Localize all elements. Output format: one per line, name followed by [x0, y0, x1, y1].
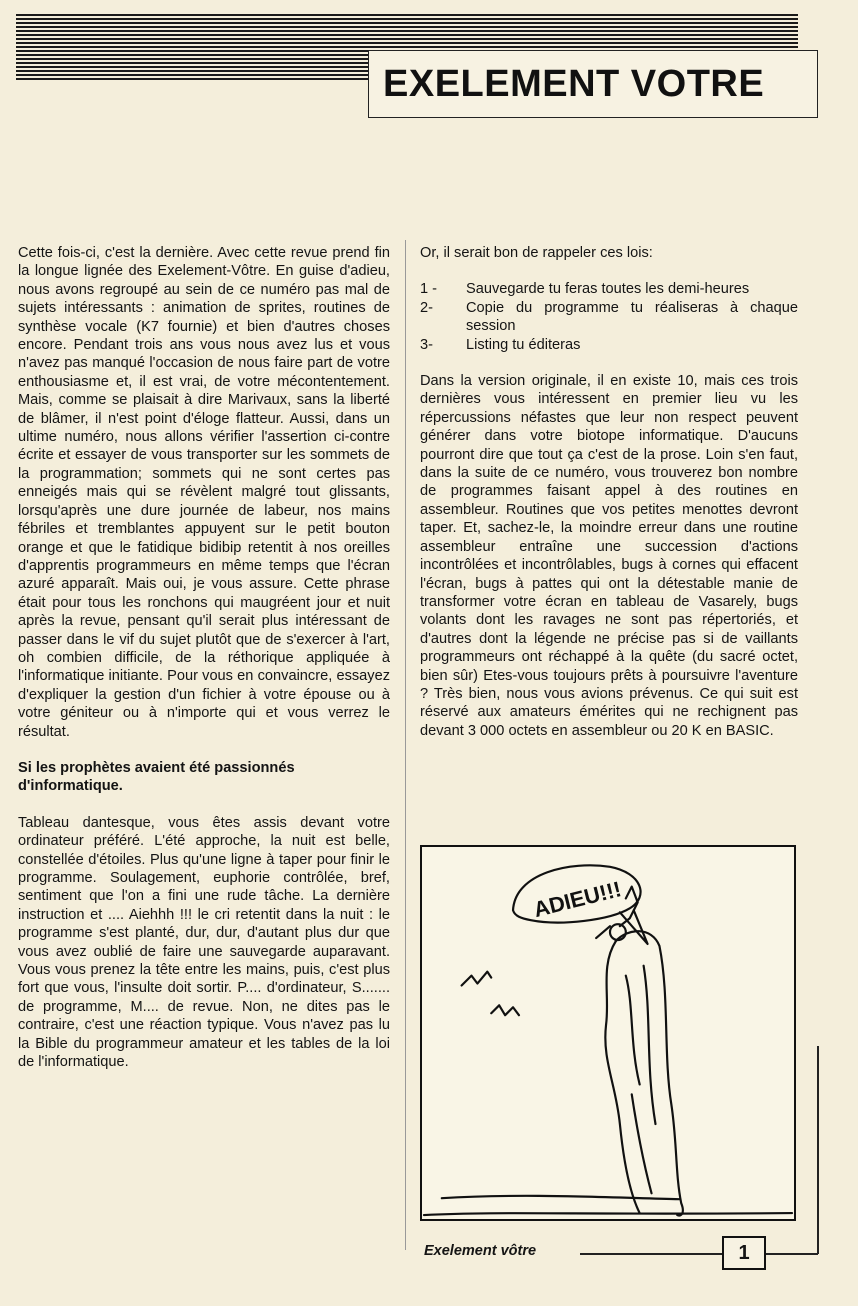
- rule-item: [420, 280, 798, 298]
- cartoon-drawing: [422, 847, 794, 1219]
- bird-icon: [491, 1005, 519, 1015]
- speech-text: ADIEU!!!: [531, 876, 624, 923]
- column-divider: [405, 240, 406, 1250]
- right-column: [420, 244, 798, 740]
- footer-rule: [580, 1253, 722, 1255]
- section-subheading: Si les prophètes avaient été passionnés d'informatique.: [18, 759, 295, 795]
- rule-item: [420, 299, 798, 336]
- cartoon-illustration: [420, 845, 796, 1221]
- footer-rule-right: [766, 1253, 818, 1255]
- margin-rule: [817, 1046, 819, 1254]
- rule-text: Copie du programme tu réaliseras à chaque session: [466, 299, 798, 335]
- story-paragraph: Tableau dantesque, vous êtes assis devant votre ordinateur préféré. L'été approche, la nuit est belle, constellée d'étoiles. Plus qu'une ligne à taper pour finir le programme. Soulagement, euphorie contrôlée, bref, sentiment que l'on a fini une rude tâche. La dernière instruction et .... Aiehhh !!! le cri retentit dans la nuit : le programme s'est planté, dur, dur, d'autant plus dur que vous avez oublié de faire une sauvegarde auparavant. Vous vous prenez la tête entre les mains, puis, c'est plus fort que vous, l'insulte doit sortir. P.... d'ordinateur, S....... de programme, M.... de revue. Non, ne dites pas le contraire, c'est une réaction typique. Vous n'avez pas lu la Bible du programmeur amateur et les tables de la loi de l'informatique.: [18, 814, 390, 1071]
- rule-number: 3-: [420, 336, 433, 353]
- title-box: [368, 50, 818, 118]
- rule-number: 1 -: [420, 281, 438, 298]
- rule-text: Sauvegarde tu feras toutes les demi-heures: [466, 281, 750, 298]
- rule-item: [420, 336, 798, 354]
- rule-number: 2-: [420, 299, 433, 316]
- bird-icon: [462, 972, 492, 986]
- page-number: 1: [722, 1236, 766, 1270]
- page-title: EXELEMENT VOTRE: [383, 62, 765, 105]
- rules-lead: Or, il serait bon de rappeler ces lois:: [420, 245, 653, 261]
- rules-list: [420, 280, 798, 354]
- footer-label: Exelement vôtre: [424, 1243, 537, 1259]
- rule-text: Listing tu éditeras: [466, 336, 581, 353]
- intro-paragraph: Cette fois-ci, c'est la dernière. Avec cette revue prend fin la longue lignée des Exelement-Vôtre. En guise d'adieu, nous avons regroupé au sein de ce numéro pas mal de sujets intéressants : animation de sprites, routines de synthèse vocale (K7 fournie) et bien d'autres choses encore. Pendant trois ans vous nous avez lus et vous n'avez pas manqué l'occasion de nous faire part de votre enthousiasme et, il est vrai, de votre mécontentement. Mais, comme se plaisait à dire Marivaux, sans la liberté de blâmer, il n'est point d'éloge flatteur. Aussi, dans un ultime numéro, nous allons vérifier l'assertion ci-contre écrite et essayer de vous transporter sur les sommets de la programmation; sommets qui ne sont certes pas enneigés mais qui se révèlent malgré tout glissants, lorsqu'après une dure journée de labeur, nos mains fébriles et tremblantes appuyent sur le petit bouton orange et que le fatidique bidibip retentit à nos oreilles d'apprentis programmeurs en même temps que l'écran azuré apparaît. Mais oui, je vous assure. Cette phrase était pour tous les ronchons qui maugréent jour et nuit après la revue, pensant qu'il serait plus intéressant de passer dans le vif du sujet plutôt que de s'exercer à l'art, oh combien difficile, de la réthorique appliquée à l'informatique initiante. Pour vous en convaincre, essayez d'expliquer la gestion d'un fichier à votre épouse ou à votre géniteur ou à n'importe qui et vous verrez le résultat.: [18, 245, 390, 740]
- left-column: [18, 244, 390, 1071]
- body-paragraph: Dans la version originale, il en existe 10, mais ces trois dernières vous intéressent en premier lieu vu les répercussions néfastes que leur non respect peuvent générer dans votre biotope informatique. D'aucuns pourront dire que tout ça c'est de la prose. Loin s'en faut, dans la suite de ce numéro, vous trouverez bon nombre de programmes faisant appel à des routines en assembleur. Routines que vos petites menottes devront taper. Et, sachez-le, la moindre erreur dans une routine assembleur entraîne une succession d'actions incontrôlées et incontrôlables, bugs à cornes qui effacent l'écran, bugs à pattes qui ont la détestable manie de transformer votre écran en tableau de Vasarely, bugs volants dont les ravages ne sont pas répertoriés, et d'autres dont la légende ne précise pas si de vaillants programmeurs ont réchappé à la quête (du sacré octet, bien sûr) Etes-vous toujours prêts à poursuivre l'aventure ? Très bien, nous vous avions prévenus. Ce qui suit est réservé aux amateurs émérites qui ne rechignent pas devant 3 000 octets en assembleur ou 20 K en BASIC.: [420, 373, 798, 739]
- figure: [620, 887, 638, 927]
- ground: [424, 1213, 792, 1215]
